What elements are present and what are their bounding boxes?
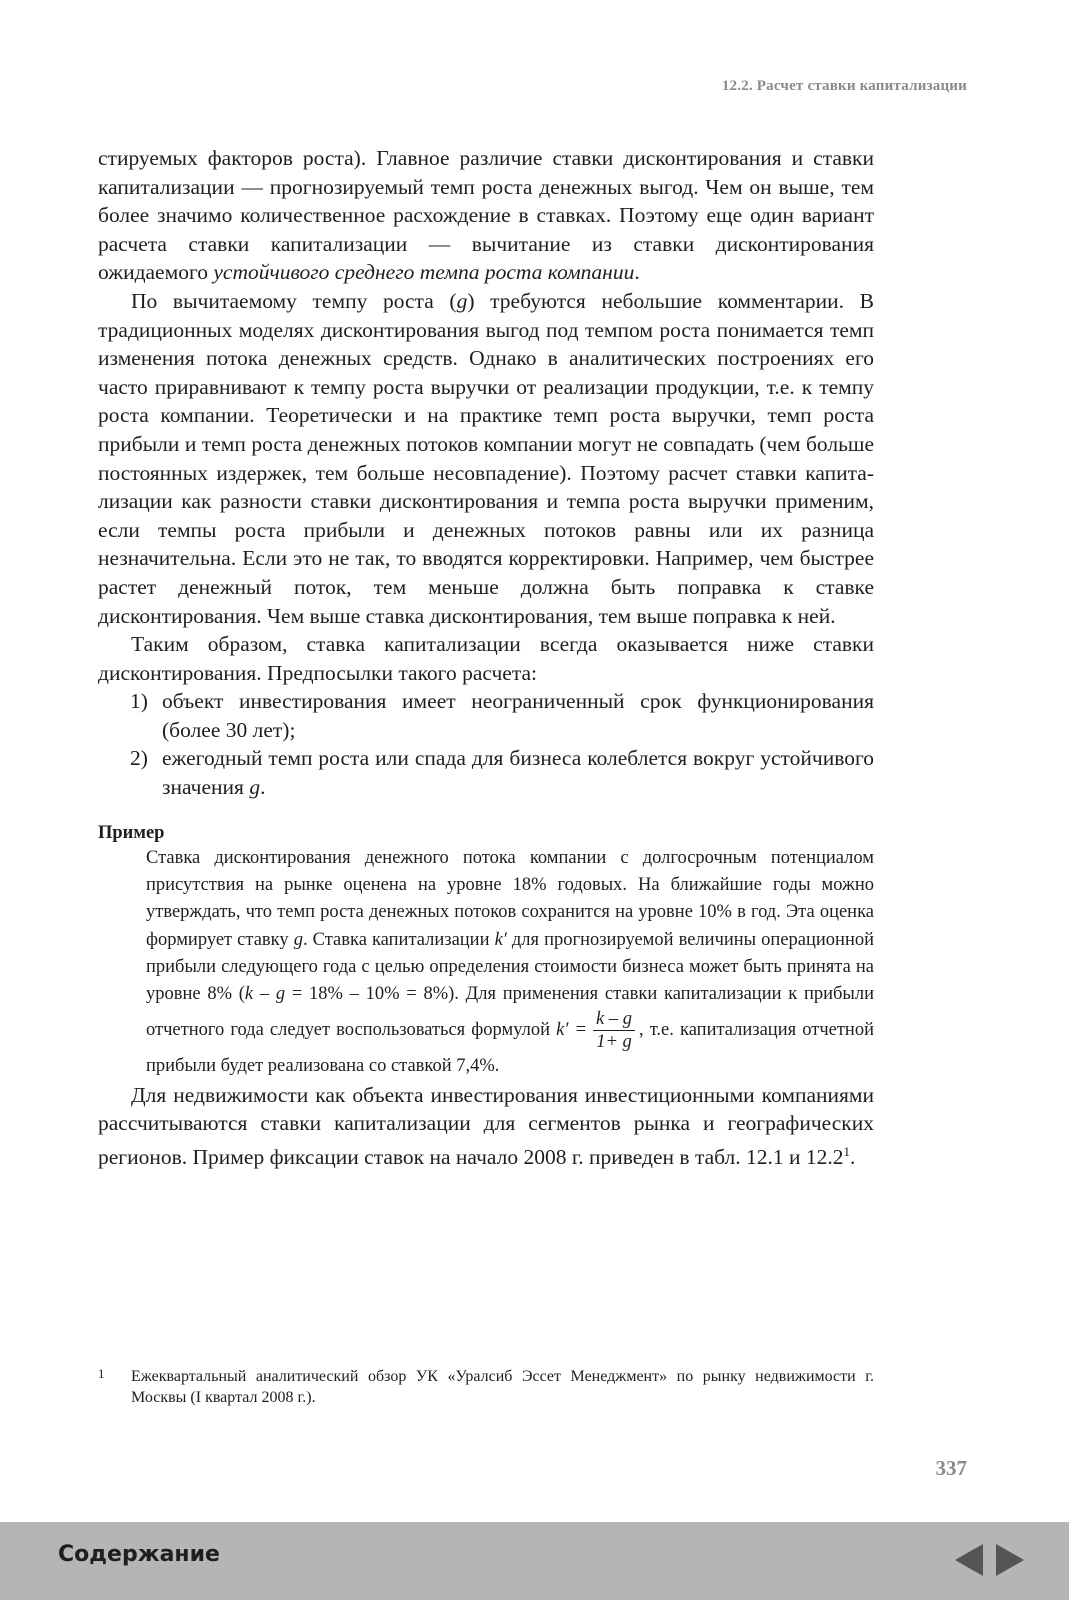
italic-term: устойчивого среднего темпа роста компании	[213, 260, 635, 285]
main-text	[98, 144, 874, 1172]
footnote	[98, 1366, 874, 1408]
formula-fraction	[593, 1008, 635, 1053]
paragraph-3: Таким образом, ставка капитализации всегда оказывается ниже ставки дисконтирования. Предпосылки такого расчета:	[98, 632, 874, 685]
running-title: 12.2. Расчет ставки капитализации	[721, 78, 967, 94]
triangle-left-icon[interactable]	[955, 1544, 983, 1576]
footnote-mark: 1	[98, 1366, 105, 1381]
list-item: 2) ежегодный темп роста или спада для бизнеса колеблется вокруг устойчивого значения g.	[130, 746, 874, 800]
footnote-text: Ежеквартальный аналитический обзор УК «Уралсиб Эссет Менеджмент» по рынку недвижимости г. Москвы (I квартал 2008 г.).	[131, 1368, 874, 1406]
prerequisites-list	[98, 687, 874, 801]
paragraph-2: По вычитаемому темпу роста (g) требуются небольшие комментарии. В традиционных моделях дисконтирования выгод под темпом роста понимается темп изменения потока денежных средств. Однако в аналитических построениях его часто приравнивают к темпу роста выручки от реализации продукции, т.е. к темпу роста компании. Теоретически и на практике темп роста выручки, темп роста прибыли и темп роста денежных потоков компании могут не совпадать (чем больше постоянных издержек, тем больше несовпадение). Поэтому расчет ставки капитализации как разности ставки дисконтирования и темпа роста выручки применим, если темпы роста прибыли и денежных потоков равны или их разница незначительна. Если это не так, то вводятся корректировки. Например, чем быстрее растет денежный поток, тем меньше должна быть поправка к ставке дисконтирования. Чем выше ставка дисконтирования, тем выше поправка к ней.	[98, 288, 874, 628]
footnote-ref[interactable]: 1	[843, 1143, 851, 1159]
example-heading: Пример	[98, 822, 165, 843]
list-item: 1) объект инвестирования имеет неограниченный срок функционирования (более 30 лет);	[130, 689, 874, 742]
fraction-denominator: 1+ g	[596, 1032, 632, 1053]
page-number: 337	[935, 1456, 967, 1480]
navigation-bar	[0, 1522, 1069, 1600]
fraction-numerator: k – g	[593, 1008, 635, 1031]
formula-lhs: k′ =	[556, 1020, 588, 1041]
paragraph-4: Для недвижимости как объекта инвестирования инвестиционными компаниями рассчитываются ставки капитализации для сегментов рынка и географических регионов. Пример фиксации ставок на начало 2008 г. приведен в табл. 12.1 и 12.2$^1$.	[98, 1082, 874, 1170]
contents-link[interactable]: Содержание	[58, 1542, 220, 1567]
paragraph-1: стируемых факторов роста). Главное различие ставки дисконтирования и ставки капитализации — прогнозируемый темп роста денежных выгод. Чем он выше, тем более значимо количественное расхождение в ставках. Поэтому еще один вариант расчета ставки капитализации — вычитание из ставки дисконтирования ожидаемого устойчивого среднего темпа роста компании.	[98, 146, 874, 285]
example-text: Ставка дисконтирования денежного потока компании с долгосрочным потенциалом присутствия на рынке оценена на уровне 18% годовых. На ближайшие годы можно утверждать, что темп роста денежных потоков сохранится на уровне 10% в год. Эта оценка формирует ставку g. Ставка капитализации k′ для прогнозируемой величины операционной прибыли следующего года с целью определения стоимости бизнеса может быть принята на уровне 8% (k – g = 18% – 10% = 8%). Для применения ставки капитализации к прибыли отчетного года следует воспользоваться формулой k′ = $\frac{k - g}{1+ g}$ , т.е. капитализация отчетной прибыли будет реализована со ставкой 7,4%.	[146, 847, 874, 1077]
triangle-right-icon[interactable]	[996, 1544, 1024, 1576]
